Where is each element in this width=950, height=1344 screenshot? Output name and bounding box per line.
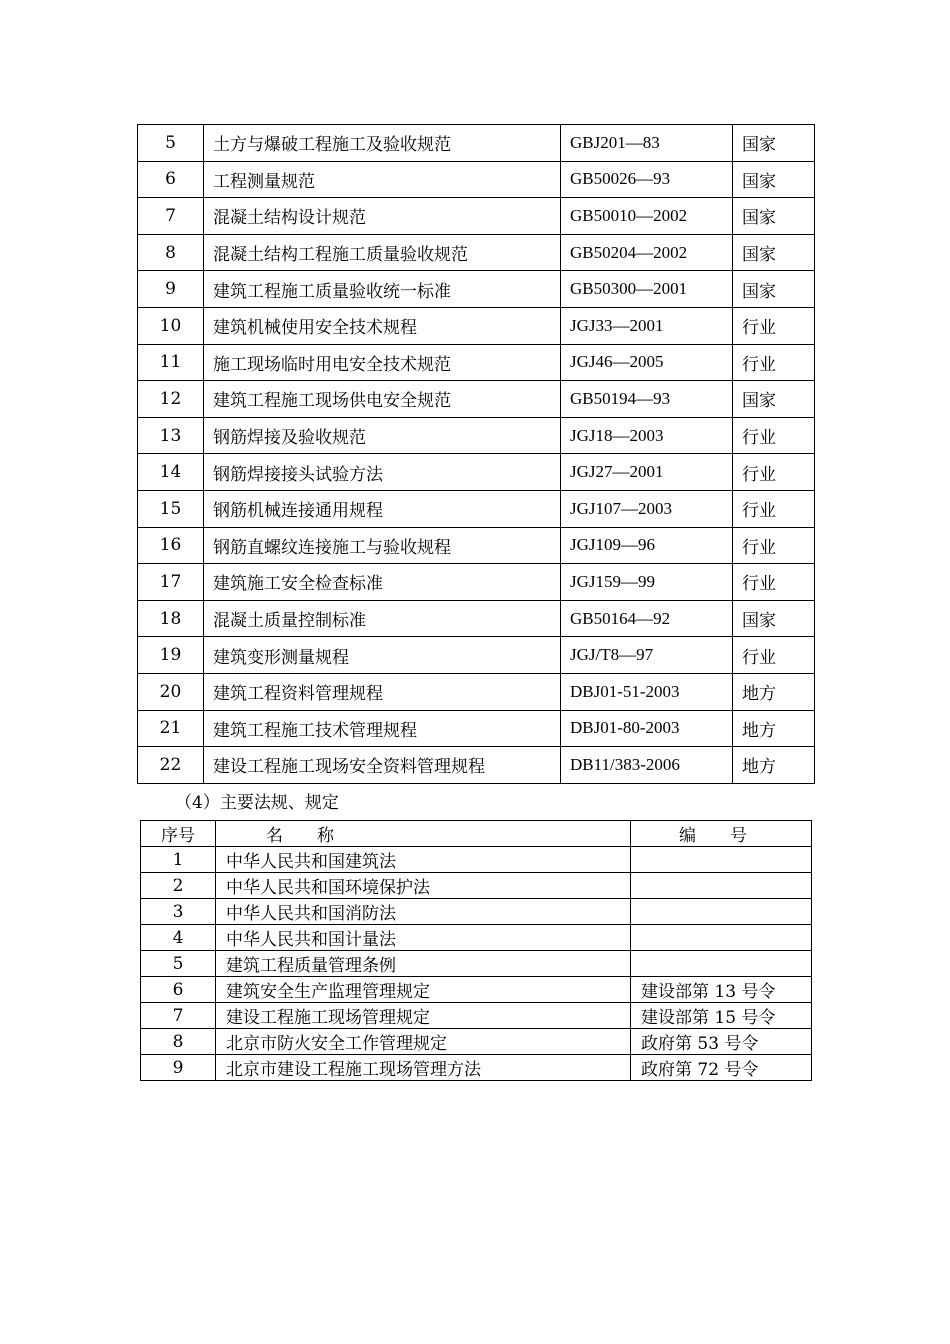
- row-number: 14: [138, 454, 204, 491]
- table-row: [138, 490, 815, 527]
- law-name: 北京市防火安全工作管理规定: [216, 1029, 631, 1055]
- table-row: [141, 847, 812, 873]
- standard-name: 建筑工程施工技术管理规程: [204, 710, 561, 747]
- standard-name: 钢筋焊接接头试验方法: [204, 454, 561, 491]
- standards-table-body: [138, 125, 815, 784]
- standards-table: [137, 124, 815, 784]
- standard-code: GB50194—93: [561, 381, 733, 418]
- table-row: [138, 417, 815, 454]
- standard-level: 地方: [733, 747, 815, 784]
- row-number: 20: [138, 673, 204, 710]
- standard-level: 行业: [733, 344, 815, 381]
- law-code: [631, 873, 812, 899]
- row-number: 10: [138, 307, 204, 344]
- law-code: 建设部第 13 号令: [631, 977, 812, 1003]
- law-name: 建设工程施工现场管理规定: [216, 1003, 631, 1029]
- standard-level: 国家: [733, 381, 815, 418]
- law-code: [631, 951, 812, 977]
- standard-level: 国家: [733, 271, 815, 308]
- row-number: 15: [138, 490, 204, 527]
- table-row: [138, 125, 815, 162]
- standard-level: 行业: [733, 637, 815, 674]
- table-row: [141, 873, 812, 899]
- standard-name: 建筑工程资料管理规程: [204, 673, 561, 710]
- standard-name: 工程测量规范: [204, 161, 561, 198]
- row-number: 6: [138, 161, 204, 198]
- standard-name: 混凝土结构工程施工质量验收规范: [204, 234, 561, 271]
- law-code: [631, 899, 812, 925]
- standard-name: 施工现场临时用电安全技术规范: [204, 344, 561, 381]
- table-row: [138, 637, 815, 674]
- law-code: [631, 925, 812, 951]
- standard-level: 行业: [733, 307, 815, 344]
- row-number: 18: [138, 600, 204, 637]
- table-row: [141, 977, 812, 1003]
- table-row: [138, 381, 815, 418]
- table-row: [138, 344, 815, 381]
- row-number: 13: [138, 417, 204, 454]
- standard-code: DB11/383-2006: [561, 747, 733, 784]
- table-row: [138, 564, 815, 601]
- law-code: [631, 847, 812, 873]
- table-row: [141, 1029, 812, 1055]
- law-name: 建筑安全生产监理管理规定: [216, 977, 631, 1003]
- standard-code: DBJ01-80-2003: [561, 710, 733, 747]
- standard-name: 钢筋焊接及验收规范: [204, 417, 561, 454]
- standard-name: 建筑变形测量规程: [204, 637, 561, 674]
- standard-name: 建筑施工安全检查标准: [204, 564, 561, 601]
- standard-code: JGJ46—2005: [561, 344, 733, 381]
- standard-level: 行业: [733, 490, 815, 527]
- standard-code: GB50026—93: [561, 161, 733, 198]
- row-number: 9: [141, 1055, 216, 1081]
- row-number: 2: [141, 873, 216, 899]
- law-name: 建筑工程质量管理条例: [216, 951, 631, 977]
- law-name: 中华人民共和国建筑法: [216, 847, 631, 873]
- standard-code: JGJ109—96: [561, 527, 733, 564]
- standard-level: 国家: [733, 198, 815, 235]
- law-name: 中华人民共和国计量法: [216, 925, 631, 951]
- row-number: 5: [141, 951, 216, 977]
- header-num: 序号: [141, 821, 216, 847]
- table-row: [138, 271, 815, 308]
- row-number: 1: [141, 847, 216, 873]
- table-row: [138, 747, 815, 784]
- standard-level: 行业: [733, 527, 815, 564]
- standard-name: 建筑工程施工现场供电安全规范: [204, 381, 561, 418]
- table-row: [141, 925, 812, 951]
- table-row: [138, 710, 815, 747]
- standard-name: 建设工程施工现场安全资料管理规程: [204, 747, 561, 784]
- standard-name: 混凝土结构设计规范: [204, 198, 561, 235]
- standard-name: 建筑工程施工质量验收统一标准: [204, 271, 561, 308]
- standard-name: 混凝土质量控制标准: [204, 600, 561, 637]
- table-row: [141, 1003, 812, 1029]
- table-row: [141, 899, 812, 925]
- row-number: 17: [138, 564, 204, 601]
- row-number: 7: [141, 1003, 216, 1029]
- law-code: 政府第 53 号令: [631, 1029, 812, 1055]
- table-row: [138, 673, 815, 710]
- laws-table-header: [141, 821, 812, 847]
- standard-name: 建筑机械使用安全技术规程: [204, 307, 561, 344]
- header-code: 编 号: [631, 821, 812, 847]
- standard-code: GBJ201—83: [561, 125, 733, 162]
- standard-code: JGJ159—99: [561, 564, 733, 601]
- law-code: 建设部第 15 号令: [631, 1003, 812, 1029]
- standard-code: GB50010—2002: [561, 198, 733, 235]
- table-row: [138, 234, 815, 271]
- standard-level: 国家: [733, 234, 815, 271]
- table-row: [138, 454, 815, 491]
- row-number: 9: [138, 271, 204, 308]
- row-number: 11: [138, 344, 204, 381]
- standard-level: 地方: [733, 710, 815, 747]
- table-row: [138, 198, 815, 235]
- row-number: 21: [138, 710, 204, 747]
- standard-name: 钢筋直螺纹连接施工与验收规程: [204, 527, 561, 564]
- law-name: 北京市建设工程施工现场管理方法: [216, 1055, 631, 1081]
- standard-level: 地方: [733, 673, 815, 710]
- table-row: [138, 600, 815, 637]
- table-row: [138, 527, 815, 564]
- row-number: 22: [138, 747, 204, 784]
- table-row: [141, 1055, 812, 1081]
- row-number: 3: [141, 899, 216, 925]
- standard-code: JGJ33—2001: [561, 307, 733, 344]
- standard-code: JGJ27—2001: [561, 454, 733, 491]
- row-number: 8: [138, 234, 204, 271]
- standard-level: 行业: [733, 417, 815, 454]
- row-number: 19: [138, 637, 204, 674]
- table-row: [141, 951, 812, 977]
- standard-name: 钢筋机械连接通用规程: [204, 490, 561, 527]
- table-row: [138, 161, 815, 198]
- laws-table-body: [141, 821, 812, 1081]
- law-name: 中华人民共和国环境保护法: [216, 873, 631, 899]
- row-number: 6: [141, 977, 216, 1003]
- standard-code: JGJ18—2003: [561, 417, 733, 454]
- standard-level: 国家: [733, 600, 815, 637]
- row-number: 4: [141, 925, 216, 951]
- standard-code: GB50164—92: [561, 600, 733, 637]
- standard-level: 行业: [733, 454, 815, 491]
- row-number: 7: [138, 198, 204, 235]
- standard-name: 土方与爆破工程施工及验收规范: [204, 125, 561, 162]
- standard-code: DBJ01-51-2003: [561, 673, 733, 710]
- laws-table: [140, 820, 812, 1081]
- row-number: 8: [141, 1029, 216, 1055]
- standard-code: JGJ107—2003: [561, 490, 733, 527]
- standard-code: GB50204—2002: [561, 234, 733, 271]
- law-code: 政府第 72 号令: [631, 1055, 812, 1081]
- section-heading: （4）主要法规、规定: [175, 793, 339, 813]
- standard-level: 国家: [733, 161, 815, 198]
- law-name: 中华人民共和国消防法: [216, 899, 631, 925]
- table-row: [138, 307, 815, 344]
- row-number: 5: [138, 125, 204, 162]
- standard-level: 国家: [733, 125, 815, 162]
- standard-level: 行业: [733, 564, 815, 601]
- standard-code: JGJ/T8—97: [561, 637, 733, 674]
- row-number: 12: [138, 381, 204, 418]
- header-name: 名 称: [216, 821, 631, 847]
- row-number: 16: [138, 527, 204, 564]
- standard-code: GB50300—2001: [561, 271, 733, 308]
